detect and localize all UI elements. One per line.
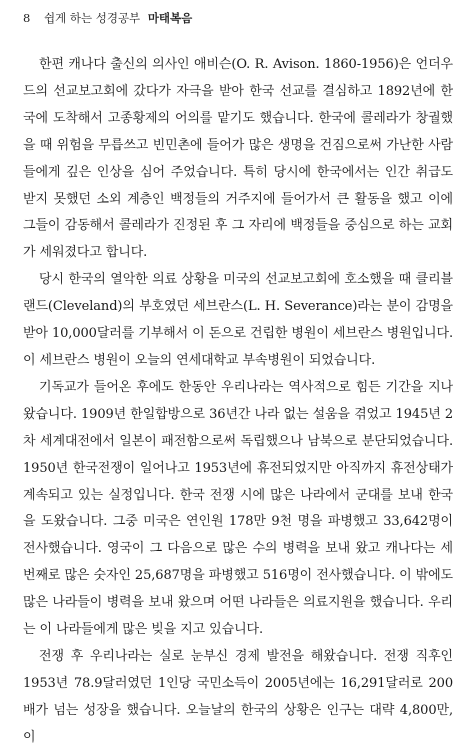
series-title: 쉽게 하는 성경공부 [43,11,141,25]
paragraph-modern-history: 기독교가 들어온 후에도 한동안 우리나라는 역사적으로 힘든 기간을 지나 왔습니다. 1909년 한일합방으로 36년간 나라 없는 설움을 겪었고 1945년 2차 세계대전에서 일본이 패전함으로써 독립했으나 남북으로 분단되었습니다. 1950년 한국전쟁이 일어나고 1953년에 휴전되었지만 아직까지 휴전상태가 계속되고 있는 실정입니다. 한국 전쟁 시에 많은 나라에서 군대를 보내 한국을 도왔습니다. 그중 미국은 연인원 178만 9천 명을 파병했고 33,642명이 전사했습니다. 영국이 그 다음으로 많은 수의 병력을 보내 왔고 캐나다는 세 번째로 많은 숫자인 25,687명을 파병했고 516명이 전사했습니다. 이 밖에도 많은 나라들이 병력을 보내 왔으며 어떤 나라들은 의료지원을 했습니다. 우리는 이 나라들에게 많은 빚을 지고 있습니다. [23,379,453,638]
body-text [23,52,453,752]
paragraph-avison: 한편 캐나다 출신의 의사인 애비슨(O. R. Avison. 1860-1956)은 언더우드의 선교보고회에 갔다가 자극을 받아 한국 선교를 결심하고 1892년에 한국에 도착해서 고종황제의 어의를 맡기도 했습니다. 한국에 콜레라가 창궐했을 때 위험을 무릅쓰고 빈민촌에 들어가 많은 생명을 건짐으로써 가난한 사람들에게 깊은 인상을 심어 주었습니다. 특히 당시에 한국에서는 인간 취급도 받지 못했던 소외 계층인 백정들의 거주지에 들어가서 큰 활동을 했고 이에 그들이 감동해서 콜레라가 진정된 후 그 자리에 백정들을 중심으로 하는 교회가 세워졌다고 합니다. [23,57,453,261]
page-number: 8 [23,11,31,25]
running-header [23,10,192,26]
paragraph-severance-hospital: 당시 한국의 열악한 의료 상황을 미국의 선교보고회에 호소했을 때 클리블랜드(Cleveland)의 부호였던 세브란스(L. H. Severance)라는 분이 감명을 받아 10,000달러를 기부해서 이 돈으로 건립한 병원이 세브란스 병원입니다. 이 세브란스 병원이 오늘의 연세대학교 부속병원이 되었습니다. [23,272,454,368]
book-title: 마태복음 [147,11,193,25]
paragraph-economic-growth: 전쟁 후 우리나라는 실로 눈부신 경제 발전을 해왔습니다. 전쟁 직후인 1953년 78.9달러였던 1인당 국민소득이 2005년에는 16,291달러로 200배가 넘는 성장을 했습니다. 오늘날의 한국의 상황은 인구는 대략 4,800만, 이 [23,648,453,745]
